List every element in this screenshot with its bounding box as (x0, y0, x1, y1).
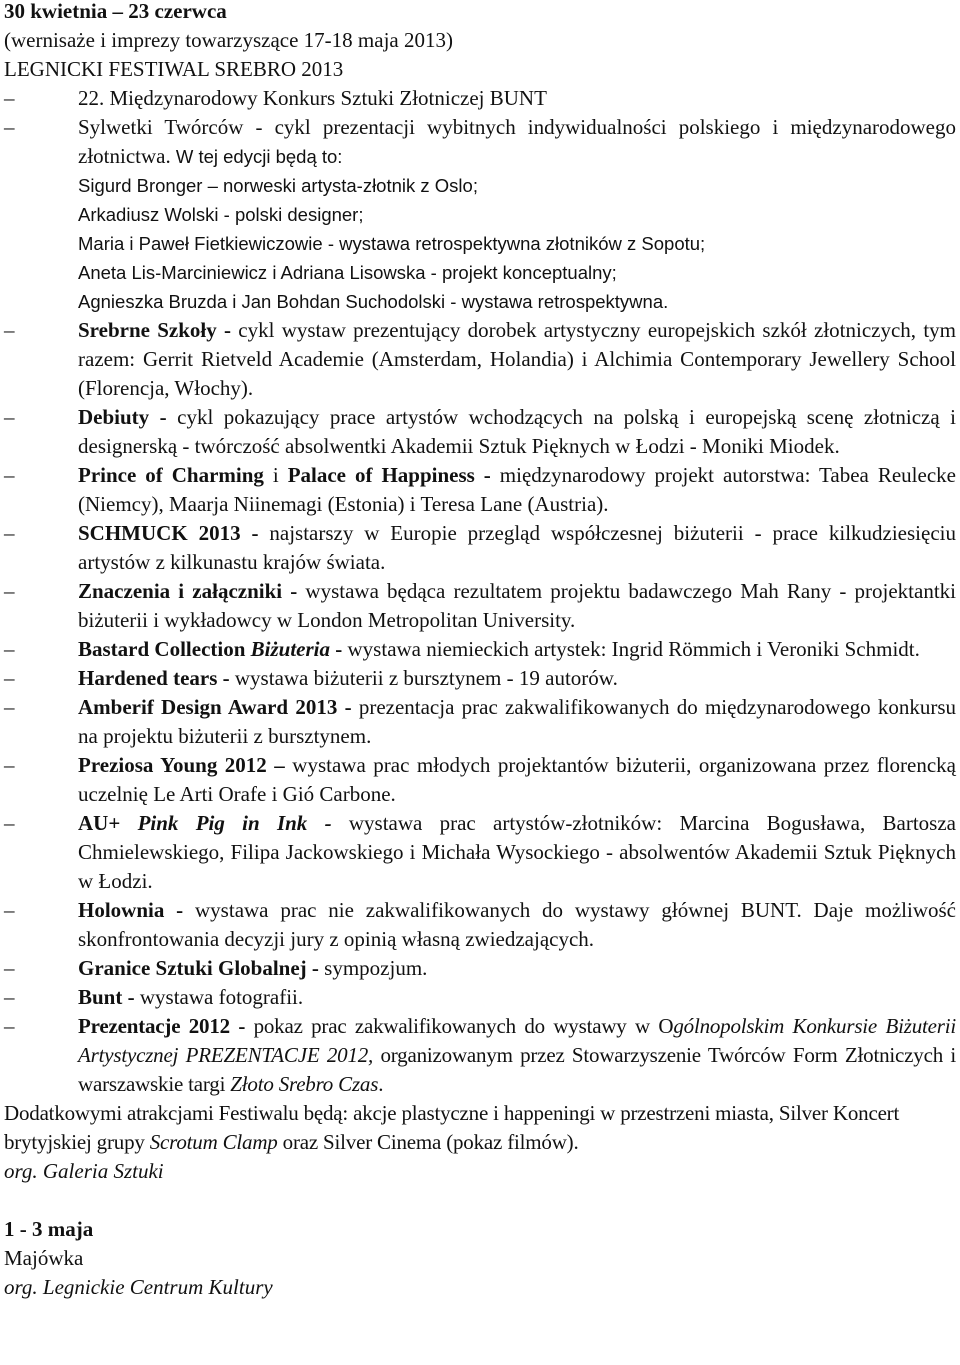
item-title: AU+ (78, 811, 121, 835)
item-text: cykl wystaw prezentujący dorobek artystyczny europejskich szkół złotniczych, tym razem: Gerrit Rietveld Academie (Amsterdam, Holandia) i Alchimia Contemporary Jewellery School (Florencja, Włochy). (78, 318, 956, 400)
section-spacer (4, 1186, 956, 1215)
footer-paragraph (4, 1099, 956, 1157)
item-text-continued: organizowanym przez Stowarzyszenie Twórców Form Złotniczych i warszawskie targi (78, 1043, 956, 1096)
list-item-debiuty (4, 403, 956, 461)
dash-bullet: – (4, 637, 15, 661)
list-item-granice (4, 954, 956, 983)
item-text: pokaz prac zakwalifikowanych do wystawy w O (245, 1014, 674, 1038)
item-text: wystawa prac artystów-złotników: Marcina Bogusława, Bartosza Chmielewskiego, Filipa Jackowskiego i Michała Wysockiego - absolwentów Akademii Sztuk Pięknych w Łodzi. (78, 811, 956, 893)
artist-line: Maria i Paweł Fietkiewiczowie - wystawa retrospektywna złotników z Sopotu; (78, 233, 706, 254)
footer-band-name: Scrotum Clamp (149, 1130, 278, 1154)
dash-bullet: – (4, 753, 15, 777)
item-text: - cykl prezentacji wybitnych indywidualności polskiego i międzynarodowego złotnictwa. (78, 115, 956, 168)
item-text: wystawa biżuterii z bursztynem - 19 autorów. (229, 666, 618, 690)
list-item-prezentacje (4, 1012, 956, 1099)
majowka-dates: 1 - 3 maja (4, 1217, 94, 1241)
list-item-amberif (4, 693, 956, 751)
festival-title: LEGNICKI FESTIWAL SREBRO 2013 (4, 57, 344, 81)
list-item-bastard-collection (4, 635, 956, 664)
artist-line: Aneta Lis-Marciniewicz i Adriana Lisowska - projekt konceptualny; (78, 262, 617, 283)
item-text: najstarszy w Europie przegląd współczesnej biżuterii - prace kilkudziesięciu artystów z kilkunastu krajów świata. (78, 521, 956, 574)
item-text-italic: gólnopolskim Konkursie Biżuterii Artystycznej PREZENTACJE 2012, (78, 1014, 956, 1067)
item-text: wystawa niemieckich artystek: Ingrid Römmich i Veroniki Schmidt. (342, 637, 920, 661)
footer-text-end: oraz Silver Cinema (pokaz filmów). (277, 1130, 579, 1154)
item-title: Hardened tears - (78, 666, 230, 690)
item-text: 22. Międzynarodowy Konkurs Sztuki Złotniczej BUNT (78, 86, 547, 110)
item-title: Prezentacje 2012 - (78, 1014, 246, 1038)
list-item-schmuck (4, 519, 956, 577)
dash-bullet: – (4, 579, 15, 603)
item-title: Znaczenia i załączniki - (78, 579, 298, 603)
item-title: Bastard Collection (78, 637, 246, 661)
item-title-italic: Biżuteria (250, 637, 331, 661)
footer-text: Dodatkowymi atrakcjami Festiwalu będą: akcje plastyczne i happeningi w przestrzeni miasta, Silver Koncert brytyjskiej grupy (4, 1101, 900, 1154)
item-title: Holownia - (78, 898, 184, 922)
dash-bullet: – (4, 1014, 15, 1038)
item-title: Sylwetki Twórców (78, 115, 244, 139)
dash-bullet: – (4, 318, 15, 342)
list-item-srebrne-szkoly (4, 316, 956, 403)
event-subtitle: (wernisaże i imprezy towarzyszące 17-18 maja 2013) (4, 28, 453, 52)
majowka-title: Majówka (4, 1246, 84, 1270)
item-title: Granice Sztuki Globalnej - (78, 956, 319, 980)
dash-bullet: – (4, 695, 15, 719)
item-text-intro: W tej edycji będą to: (170, 146, 343, 167)
list-item-znaczenia (4, 577, 956, 635)
list-item-preziosa-young (4, 751, 956, 809)
item-text: wystawa prac nie zakwalifikowanych do wystawy głównej BUNT. Daje możliwość skonfrontowania decyzji jury z opinią własną zwiedzających. (78, 898, 957, 951)
item-title: Debiuty - (78, 405, 167, 429)
event-dates: 30 kwietnia – 23 czerwca (4, 0, 227, 23)
dash-bullet: – (4, 811, 15, 835)
festival-program-list (4, 84, 956, 1099)
list-item-au-pink-pig (4, 809, 956, 896)
list-item-bunt (4, 84, 956, 113)
item-title-italic: Pink Pig in Ink - (137, 811, 332, 835)
item-title-dash: - (330, 637, 343, 661)
dash-bullet: – (4, 463, 15, 487)
list-item-prince-of-charming (4, 461, 956, 519)
item-text: wystawa fotografii. (134, 985, 304, 1009)
item-title: Srebrne Szkoły - (78, 318, 231, 342)
dash-bullet: – (4, 666, 15, 690)
document-page (4, 0, 956, 1302)
item-text: sympozjum. (318, 956, 428, 980)
item-text: cykl pokazujący prace artystów wchodzących na polską i europejską scenę złotniczą i designerską - twórczość absolwentki Akademii Sztuk Pięknych w Łodzi - Moniki Miodek. (78, 405, 956, 458)
majowka-organizer: org. Legnickie Centrum Kultury (4, 1275, 273, 1299)
item-title: Preziosa Young 2012 – (78, 753, 285, 777)
dash-bullet: – (4, 898, 15, 922)
item-text: prezentacja prac zakwalifikowanych do międzynarodowego konkursu na projektu biżuterii z bursztynem. (78, 695, 956, 748)
item-title: SCHMUCK 2013 - (78, 521, 259, 545)
list-item-sylwetki (4, 113, 956, 316)
dash-bullet: – (4, 86, 15, 110)
item-text: wystawa będąca rezultatem projektu badawczego Mah Rany - projektantki biżuterii i wykładowcy w London Metropolitan University. (78, 579, 956, 632)
item-title: Prince of Charming (78, 463, 264, 487)
item-title: Amberif Design Award 2013 - (78, 695, 352, 719)
dash-bullet: – (4, 115, 15, 139)
artist-line: Sigurd Bronger – norweski artysta-złotnik z Oslo; (78, 175, 478, 196)
dash-bullet: – (4, 405, 15, 429)
dash-bullet: – (4, 956, 15, 980)
item-title-second: Palace of Happiness - (287, 463, 491, 487)
item-text: międzynarodowy projekt autorstwa: Tabea Reulecke (Niemcy), Maarja Niinemagi (Estonia) i Teresa Lane (Austria). (78, 463, 956, 516)
dash-bullet: – (4, 985, 15, 1009)
list-item-bunt-foto (4, 983, 956, 1012)
artist-line: Arkadiusz Wolski - polski designer; (78, 204, 364, 225)
item-title: Bunt - (78, 985, 135, 1009)
item-text-connector: i (263, 463, 288, 487)
list-item-hardened-tears (4, 664, 956, 693)
list-item-holownia (4, 896, 956, 954)
artist-line: Agnieszka Bruzda i Jan Bohdan Suchodolski - wystawa retrospektywna. (78, 291, 669, 312)
item-text: wystawa prac młodych projektantów biżuterii, organizowana przez florencką uczelnię Le Arti Orafe i Gió Carbone. (78, 753, 956, 806)
dash-bullet: – (4, 521, 15, 545)
item-text-end: . (378, 1072, 384, 1096)
organizer-line: org. Galeria Sztuki (4, 1159, 164, 1183)
item-text-fair-name: Złoto Srebro Czas (230, 1072, 379, 1096)
